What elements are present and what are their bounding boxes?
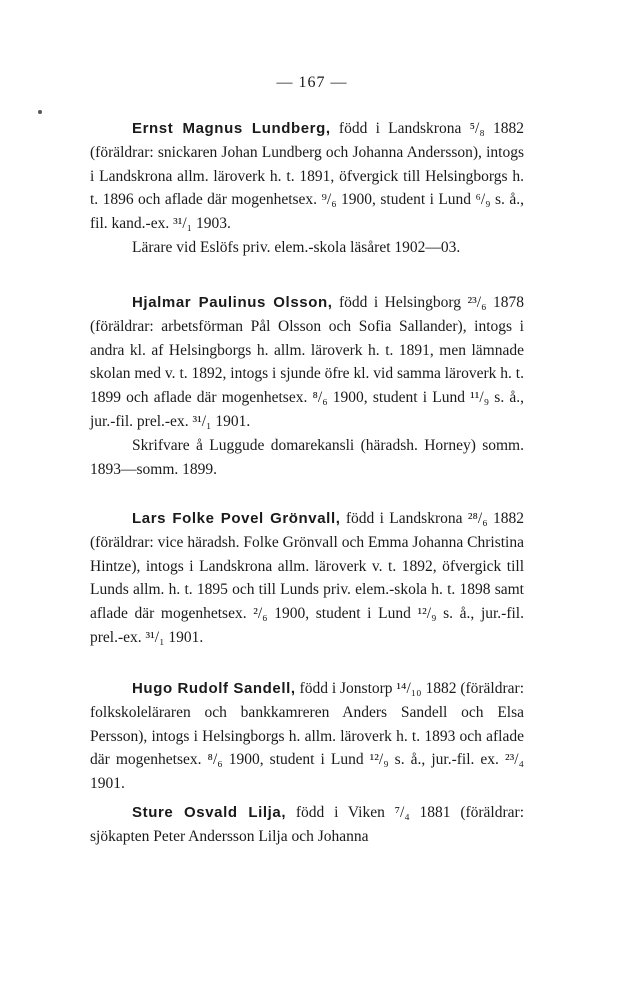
biography-entry: [90, 507, 524, 650]
entry-note: Skrifvare å Luggude domarekansli (häradsh. Horney) somm. 1893—somm. 1899.: [90, 436, 524, 478]
entry-text: född i Landskrona ²⁸/₆ 1882 (föräldrar: vice häradsh. Folke Grönvall och Emma Johanna Christina Hintze), intogs i Landskrona allm. läroverk v. t. 1892, öfvergick till Lunds allm. h. t. 1895 och till Lunds priv. elem.-skola h. t. 1898 samt aflade där mogenhetsex. ²/₆ 1900, student i Lund ¹²/₉ s. å., jur.-fil. prel.-ex. ³¹/₁ 1901.: [90, 510, 524, 646]
biography-entry: [90, 677, 524, 796]
entry-text: född i Helsingborg ²³/₆ 1878 (föräldrar: arbetsförman Pål Olsson och Sofia Sallander), intogs i andra kl. af Helsingborgs h. allm. läroverk h. t. 1891, men lämnade skolan med v. t. 1892, intogs i sjunde öfre kl. vid samma läroverk h. t. 1899 och aflade där mogenhetsex. ⁸/₆ 1900, student i Lund ¹¹/₉ s. å., jur.-fil. prel.-ex. ³¹/₁ 1901.: [90, 294, 524, 430]
person-name: Lars Folke Povel Grönvall,: [132, 510, 341, 527]
biography-entry: [90, 801, 524, 849]
entry-text: född i Landskrona ⁵/₈ 1882 (föräldrar: snickaren Johan Lundberg och Johanna Andersson), intogs i Landskrona allm. läroverk h. t. 1891, öfvergick till Helsingborgs h. t. 1896 och aflade där mogenhetsex. ⁹/₆ 1900, student i Lund ⁶/₉ s. å., fil. kand.-ex. ³¹/₁ 1903.: [90, 120, 524, 233]
person-name: Ernst Magnus Lundberg,: [132, 120, 331, 137]
biography-entry: [90, 117, 524, 260]
margin-dot: [38, 110, 42, 114]
scan-watermark: [418, 936, 538, 958]
entry-text: född i Viken ⁷/₄ 1881 (föräldrar: sjökapten Peter Andersson Lilja och Johanna: [90, 804, 525, 845]
person-name: Hjalmar Paulinus Olsson,: [132, 294, 333, 311]
person-name: Hugo Rudolf Sandell,: [132, 680, 296, 697]
person-name: Sture Osvald Lilja,: [132, 804, 287, 821]
entry-text: född i Jonstorp ¹⁴/₁₀ 1882 (föräldrar: folkskoleläraren och bankkamreren Anders Sandell och Elsa Persson), intogs i Helsingborgs h. allm. läroverk h. t. 1893 och aflade där mogenhetsex. ⁸/₆ 1900, student i Lund ¹²/₉ s. å., jur.-fil. ex. ²³/₄ 1901.: [90, 680, 525, 793]
entry-note: Lärare vid Eslöfs priv. elem.-skola läsåret 1902—03.: [132, 238, 461, 256]
biography-entry: [90, 291, 524, 481]
page-number: — 167 —: [276, 74, 348, 91]
